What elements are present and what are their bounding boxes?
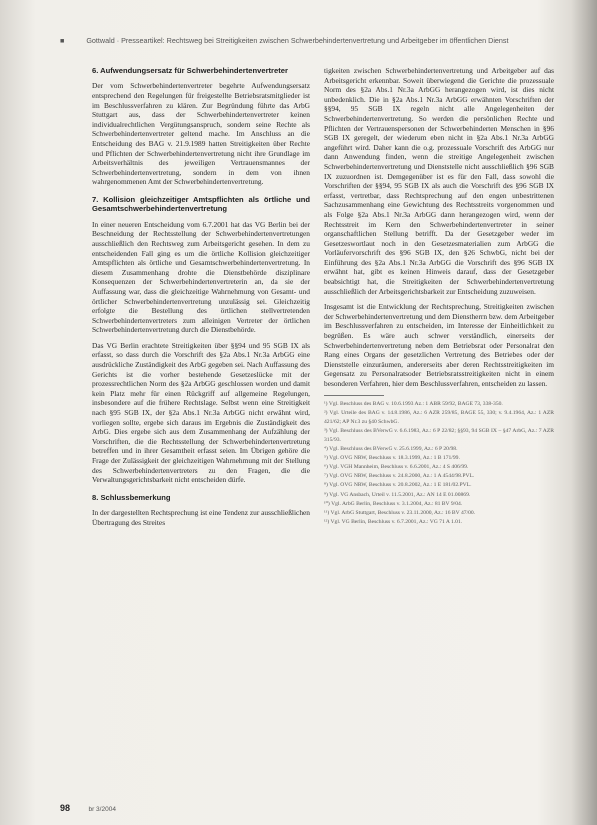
right-paragraph-2: Insgesamt ist die Entwicklung der Rechtsprechung, Streitigkeiten zwischen der Schwerbehindertenvertretung und dem Dienstherrn bzw. dem Arbeitgeber im Beschlussverfahren zu entscheiden, im Interesse der Einheitlichkeit zu begrüßen. Es wäre auch schwer verständlich, einerseits der Schwerbehindertenvertretung neben dem Betriebsrat oder Personalrat den Rang eines Organs der gesetzlichen Vertretung des Betriebes oder der Dienststelle einzuräumen, andererseits aber deren Rechtsstreitigkeiten im Gegensatz zu Personalratsoder Betriebsratsstreitigkeiten nicht in einem besonderen Verfahren, hier dem Beschlussverfahren, entscheiden zu lassen. — [324, 302, 554, 388]
issue-label: br 3/2004 — [88, 806, 116, 813]
section-7-paragraph-2: Das VG Berlin erachtete Streitigkeiten über §§94 und 95 SGB IX als erfasst, so dass durch die Vorschrift des §2a Abs.1 Nr.3a ArbGG eine ausdrückliche Zuständigkeit des ArbG gegeben sei. Nach Auffassung des Gerichts ist die vorher bestehende Gesetzeslücke mit der prozessrechtlichen Norm des §2a ArbGG geschlossen worden und damit kein Platz mehr für einen Rückgriff auf allgemeine Regelungen, insbesondere auf die frühere Rechtslage. Selbst wenn eine Streitigkeit nach §95 SGB IX, der §2a Abs.1 Nr.3a ArbGG nicht erwähnt wird, vorliegen sollte, ergebe sich daraus im Ergebnis die Zuständigkeit des ArbG. Dies ergebe sich aus dem Zusammenhang der Aufzählung der Vorschriften, die die Rechtsstellung der Schwerbehindertenvertretung betreffen und in ihrer Gesamtheit erfasst seien. Im Übrigen gehöre die Frage der Zulässigkeit der gleichzeitigen Wahrnehmung mit der Stellung des Schwerbehindertenvertreters zu den Fragen, die die Verwaltungsgerichtsbarkeit nicht entscheiden dürfe. — [92, 340, 310, 485]
section-8-title: 8. Schlussbemerkung — [92, 492, 171, 502]
footnote-12: ¹²) Vgl. VG Berlin, Beschluss v. 6.7.2001, Az.: VG 71 A 1.01. — [324, 518, 463, 525]
page-number: 98 — [60, 803, 71, 813]
footnote-11: ¹¹) Vgl. ArbG Stuttgart, Beschluss v. 23.11.2000, Az.: 16 BV 47/00. — [324, 509, 476, 516]
footnotes — [324, 400, 554, 527]
footnote-divider — [324, 395, 384, 396]
footnote-8: ⁸) Vgl. OVG NRW, Beschluss v. 20.8.2002, Az.: 1 E 181/02.PVL. — [324, 482, 472, 489]
footnote-9: ⁹) Vgl. VG Ansbach, Urteil v. 11.5.2001, Az.: AN 14 E 01.00869. — [324, 491, 471, 498]
section-7-title: 7. Kollision gleichzeitiger Amtspflichten als örtliche und Gesamtschwerbehindertenvertretung — [92, 194, 310, 214]
left-column — [92, 66, 310, 535]
section-7 — [92, 195, 310, 485]
footnote-2: ²) Vgl. Urteile des BAG v. 14.8.1986, Az.: 6 AZR 259/85, BAGE 55, 330; v. 9.4.1964, Az.: 1 AZR 421/62; AP Nr.3 zu §40 SchwbG. — [324, 409, 554, 425]
section-6-title: 6. Aufwendungsersatz für Schwerbehindertenvertreter — [92, 66, 288, 75]
section-7-paragraph-1: In einer neueren Entscheidung vom 6.7.2001 hat das VG Berlin bei der Beschneidung der Rechtsstellung der Schwerbehindertenvertretungen ausschließlich den Rechtsweg zum Arbeitsgericht gesehen. In dem zu entscheidenden Fall ging es um die örtliche Kollision gleichzeitiger Amtspflichten als örtliche und Gesamtschwerbehindertenvertretung. In diesem Zusammenhang drohte die Dienstbehörde disziplinare Konsequenzen der Schwerbehindertenvertreterin an, da sie der Auffassung war, dass die gleichzeitige Wahrnehmung von Gesamt- und örtlicher Schwerbehindertenvertretung unzulässig sei. Gleichzeitig erfolgte die Bestellung des örtlichen stellvertretenden Schwerbehindertenvertreters zum alleinigen Vertreter der örtlichen Schwerbehindertenvertretung durch die Dienstbehörde. — [92, 219, 310, 335]
book-spine-shadow — [571, 0, 597, 825]
footnote-1: ¹) Vgl. Beschluss des BAG v. 10.6.1993 Az.: 1 ABR 59/92, BAGE 73, 338-350. — [324, 400, 503, 407]
running-header — [60, 36, 560, 48]
footnote-3: ³) Vgl. Beschluss des BVerwG v. 6.6.1983, Az.: 6 P 22/82; §§93, 94 SGB IX – §47 ArbG, Az.: 7 AZR 315/93. — [324, 427, 554, 443]
right-column — [324, 66, 554, 527]
header-text: Gottwald · Presseartikel: Rechtsweg bei Streitigkeiten zwischen Schwerbehindertenvertretung und Arbeitgeber im öffentlichen Dienst — [86, 36, 509, 45]
footnote-5: ⁵) Vgl. OVG NRW, Beschluss v. 18.3.1999, Az.: 1 B 171/99. — [324, 455, 460, 462]
section-8 — [92, 493, 310, 528]
section-6 — [92, 66, 310, 187]
footnote-7: ⁷) Vgl. OVG NRW, Beschluss v. 24.8.2000, Az.: 1 A 4544/98.PVL. — [324, 473, 475, 480]
section-6-paragraph: Der vom Schwerbehindertenvertreter begehrte Aufwendungsersatz entsprechend den Regelungen für freigestellte Betriebsratsmitglieder ist im Beschlussverfahren zu klären. Zur Begründung führte das ArbG Stuttgart aus, dass der Schwerbehindertenvertreter keinen individualrechtlichen Vergütungsanspruch, sondern seine Rechte als Schwerbehindertenvertreter geltend mache. Im Anschluss an die Entscheidung des BAG v. 21.9.1989 hatten Streitigkeiten über Rechte und Pflichten der Schwerbehindertenvertretung nicht ihre Grundlage im Arbeitsverhältnis des jeweiligen Vertrauensmannes der Schwerbehindertenvertretung, sondern in dem von ihnen wahrgenommenen Amt der Schwerbehindertenvertretung. — [92, 81, 310, 187]
section-8-paragraph: In der dargestellten Rechtsprechung ist eine Tendenz zur ausschließlichen Übertragung des Streites — [92, 508, 310, 527]
header-marker-icon: ■ — [60, 36, 65, 45]
footnote-6: ⁶) Vgl. VGH Mannheim, Beschluss v. 6.6.2001, Az.: 4 S 406/99. — [324, 464, 469, 471]
right-paragraph-1: tigkeiten zwischen Schwerbehindertenvertretung und Arbeitgeber auf das Arbeitsgericht erkennbar. Soweit überwiegend die Gerichte die prozessuale Norm des §2a Abs.1 Nr.3a ArbGG herangezogen wird, ist dies nicht unbedenklich. Die in §2a Abs.1 Nr.3a ArbGG erwähnten Vorschriften der §§94, 95 SGB IX regeln nicht alle Angelegenheiten der Schwerbehindertenvertretung. So werden die persönlichen Rechte und Pflichten der Vertrauenspersonen der Schwerbehinderten Menschen in §96 SGB IX geregelt, der wiederum eben nicht in §2a Abs.1 Nr.3a ArbGG angeführt wird. Daher kann die o.g. prozessuale Vorschrift des ArbGG nur dann Anwendung finden, wenn die streitige Angelegenheit zwischen Schwerbehindertenvertretung und Dienststelle nicht ausschließlich §96 SGB IX zuzuordnen ist. Demgegenüber ist es für den Fall, dass sowohl die Vorschriften der §§94, 95 SGB IX als auch die Vorschrift des §96 SGB IX erfasst, vertretbar, dass Rechtsprechung auf den engen unbestrittenen Sachzusammenhang eine Gewichtung des Rechtsstreits vorgenommen und als Folge §2a Abs.1 Nr.3a ArbGG dann herangezogen wird, wenn der Rechtsstreit im Kern den Schwerbehindertenvertreter in seiner organschaftlichen Stellung betrifft. Da der Gesetzgeber weder im Gesetzeswortlaut noch in den Gesetzesmaterialien zum ArbGG die Vorläufervorschrift des §96 SGB IX, den §26 SchwbG, nicht bei der Einführung des §2a Abs.1 Nr.3a ArbGG die Vorschrift des §96 SGB IX erwähnt hat, gibt es keinen Hinweis darauf, dass der Gesetzgeber beabsichtigt hat, die Streitigkeiten der Schwerbehindertenvertretung ausschließlich der Arbeitsgerichtsbarkeit zur Entscheidung zuzuweisen. — [324, 66, 554, 296]
page-footer — [60, 798, 116, 816]
footnote-10: ¹⁰) Vgl. ArbG Berlin, Beschluss v. 3.1.2004, Az.: 81 BV 9/04. — [324, 500, 463, 507]
footnote-4: ⁴) Vgl. Beschluss des BVerwG v. 25.6.1999, Az.: 6 P 20/98. — [324, 446, 458, 453]
